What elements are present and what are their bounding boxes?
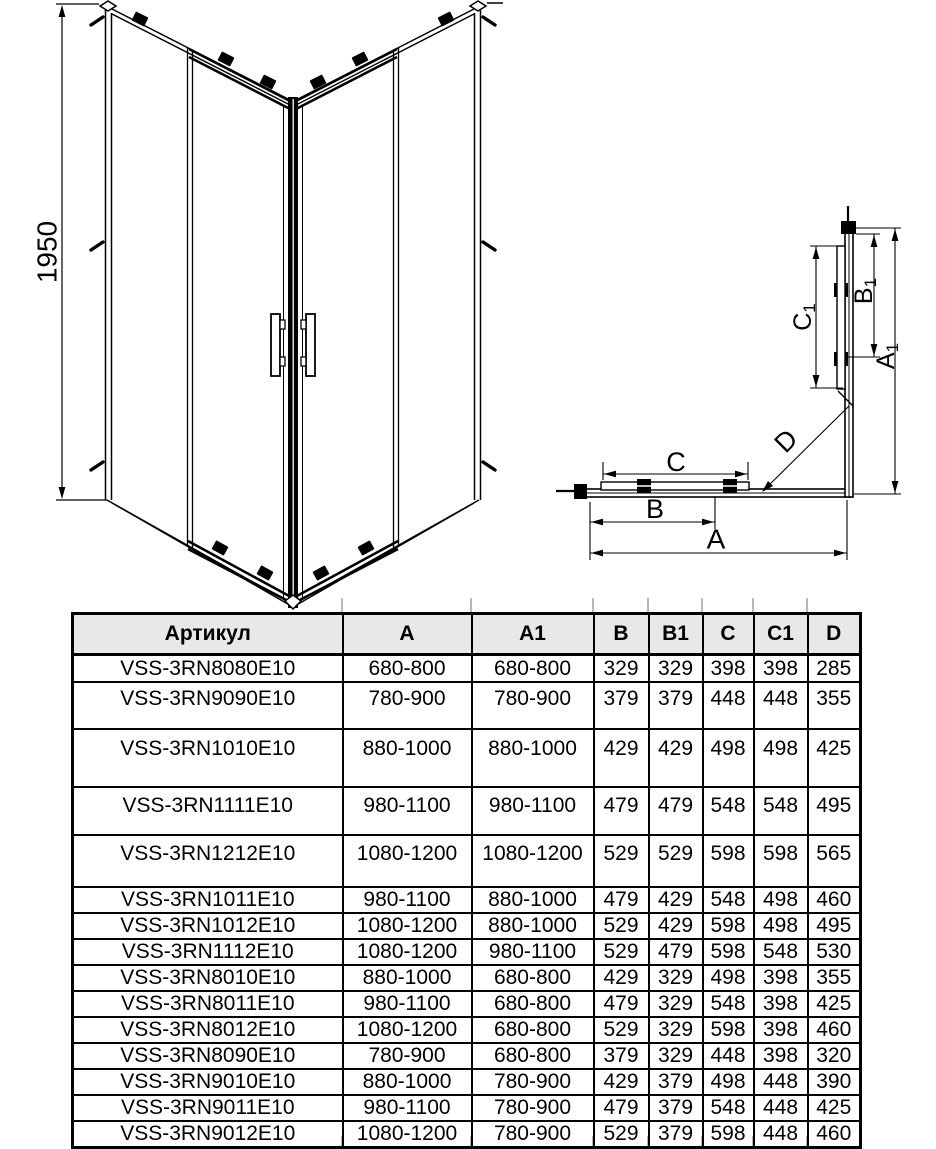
plan-door-panels bbox=[601, 246, 853, 493]
cell-b: 329 bbox=[594, 655, 649, 683]
cell-d: 320 bbox=[808, 1043, 861, 1069]
cell-c: 548 bbox=[703, 887, 754, 913]
right-door-handle bbox=[306, 314, 315, 376]
cell-c: 498 bbox=[703, 965, 754, 991]
cell-a: 880-1000 bbox=[343, 965, 472, 991]
cell-article: VSS-3RN1010E10 bbox=[73, 729, 343, 787]
cell-article: VSS-3RN8010E10 bbox=[73, 965, 343, 991]
cell-c: 548 bbox=[703, 991, 754, 1017]
wall-adjustment-ticks bbox=[91, 17, 103, 470]
table-row bbox=[73, 939, 861, 965]
cell-d: 460 bbox=[808, 1121, 861, 1148]
cell-b1: 329 bbox=[649, 1043, 703, 1069]
cell-c: 448 bbox=[703, 1043, 754, 1069]
table-header bbox=[73, 614, 861, 655]
cell-c1: 498 bbox=[754, 887, 808, 913]
cell-b1: 429 bbox=[649, 729, 703, 787]
column-header-a1: A1 bbox=[472, 614, 594, 655]
cell-b1: 529 bbox=[649, 835, 703, 887]
cell-article: VSS-3RN1212E10 bbox=[73, 835, 343, 887]
cell-d: 425 bbox=[808, 991, 861, 1017]
cell-a: 780-900 bbox=[343, 1043, 472, 1069]
cell-a: 780-900 bbox=[343, 682, 472, 729]
gridline-stub bbox=[647, 598, 649, 612]
cell-b1: 379 bbox=[649, 1095, 703, 1121]
cell-c: 498 bbox=[703, 729, 754, 787]
cell-d: 390 bbox=[808, 1069, 861, 1095]
cell-b1: 429 bbox=[649, 913, 703, 939]
cell-a: 880-1000 bbox=[343, 729, 472, 787]
cell-c: 598 bbox=[703, 939, 754, 965]
cell-c1: 448 bbox=[754, 1069, 808, 1095]
cell-d: 530 bbox=[808, 939, 861, 965]
table-row bbox=[73, 729, 861, 787]
cell-article: VSS-3RN1011E10 bbox=[73, 887, 343, 913]
column-header-b: B bbox=[594, 614, 649, 655]
cell-d: 355 bbox=[808, 682, 861, 729]
front-view-drawing bbox=[32, 1, 504, 609]
cell-c1: 498 bbox=[754, 729, 808, 787]
cell-d: 355 bbox=[808, 965, 861, 991]
dim-a-label: A bbox=[706, 523, 726, 555]
dim-b1-label: $B_1$ bbox=[850, 277, 880, 305]
table-row bbox=[73, 1069, 861, 1095]
cell-a1: 780-900 bbox=[472, 1069, 594, 1095]
cell-c1: 398 bbox=[754, 1043, 808, 1069]
cell-b1: 329 bbox=[649, 655, 703, 683]
dimension-c1 bbox=[789, 246, 843, 388]
cell-b: 529 bbox=[594, 1121, 649, 1148]
table-row bbox=[73, 835, 861, 887]
cell-b1: 379 bbox=[649, 1121, 703, 1148]
cell-a: 980-1100 bbox=[343, 887, 472, 913]
wall-adjustment-ticks bbox=[483, 17, 495, 470]
cell-a1: 680-800 bbox=[472, 965, 594, 991]
cell-a1: 1080-1200 bbox=[472, 835, 594, 887]
cell-a1: 980-1100 bbox=[472, 787, 594, 835]
cell-c: 498 bbox=[703, 1069, 754, 1095]
gridline-stub bbox=[701, 598, 703, 612]
cell-article: VSS-3RN8080E10 bbox=[73, 655, 343, 683]
cell-a1: 880-1000 bbox=[472, 729, 594, 787]
dim-a1-label: $A_1$ bbox=[872, 342, 902, 370]
dimension-c bbox=[603, 447, 748, 480]
cell-c1: 398 bbox=[754, 965, 808, 991]
gridline-stub bbox=[592, 598, 594, 612]
cell-article: VSS-3RN9011E10 bbox=[73, 1095, 343, 1121]
top-rails bbox=[112, 9, 474, 110]
cell-b: 379 bbox=[594, 682, 649, 729]
left-door-handle bbox=[271, 314, 280, 376]
table-row bbox=[73, 1017, 861, 1043]
gridline-stub bbox=[341, 598, 343, 612]
table-row bbox=[73, 887, 861, 913]
cell-a1: 680-800 bbox=[472, 991, 594, 1017]
cell-article: VSS-3RN8090E10 bbox=[73, 1043, 343, 1069]
cell-article: VSS-3RN9012E10 bbox=[73, 1121, 343, 1148]
cell-a1: 980-1100 bbox=[472, 939, 594, 965]
cell-c1: 548 bbox=[754, 939, 808, 965]
cell-c1: 498 bbox=[754, 913, 808, 939]
table-row bbox=[73, 787, 861, 835]
dim-c-label: C bbox=[666, 447, 686, 477]
cell-a: 680-800 bbox=[343, 655, 472, 683]
cell-c1: 398 bbox=[754, 1017, 808, 1043]
cell-b: 529 bbox=[594, 1017, 649, 1043]
cell-a1: 680-800 bbox=[472, 655, 594, 683]
cell-d: 285 bbox=[808, 655, 861, 683]
dimension-d bbox=[762, 406, 849, 492]
dim-d-label: D bbox=[768, 423, 804, 459]
cell-b: 379 bbox=[594, 1043, 649, 1069]
cell-d: 460 bbox=[808, 887, 861, 913]
table-row bbox=[73, 655, 861, 683]
cell-d: 565 bbox=[808, 835, 861, 887]
cell-c1: 548 bbox=[754, 787, 808, 835]
cell-c: 598 bbox=[703, 913, 754, 939]
right-wall-profile bbox=[470, 1, 503, 500]
column-header-c1: C1 bbox=[754, 614, 808, 655]
cell-article: VSS-3RN8012E10 bbox=[73, 1017, 343, 1043]
cell-a: 880-1000 bbox=[343, 1069, 472, 1095]
cell-c1: 448 bbox=[754, 1095, 808, 1121]
cell-b1: 479 bbox=[649, 939, 703, 965]
cell-a1: 780-900 bbox=[472, 1095, 594, 1121]
dimension-a1 bbox=[854, 228, 902, 494]
table-row bbox=[73, 682, 861, 729]
cell-article: VSS-3RN1111E10 bbox=[73, 787, 343, 835]
dimension-b bbox=[590, 494, 715, 560]
cell-article: VSS-3RN1012E10 bbox=[73, 913, 343, 939]
plan-wall-profiles bbox=[556, 206, 856, 499]
column-header-b1: B1 bbox=[649, 614, 703, 655]
table-row bbox=[73, 965, 861, 991]
table-row bbox=[73, 1095, 861, 1121]
cell-d: 495 bbox=[808, 787, 861, 835]
cell-a: 980-1100 bbox=[343, 991, 472, 1017]
cell-a: 1080-1200 bbox=[343, 1121, 472, 1148]
cell-c1: 598 bbox=[754, 835, 808, 887]
cell-c: 598 bbox=[703, 835, 754, 887]
cell-a1: 780-900 bbox=[472, 1121, 594, 1148]
cell-b1: 379 bbox=[649, 1069, 703, 1095]
cell-c1: 448 bbox=[754, 1121, 808, 1148]
cell-a: 1080-1200 bbox=[343, 1017, 472, 1043]
cell-c: 448 bbox=[703, 682, 754, 729]
cell-c: 398 bbox=[703, 655, 754, 683]
cell-b: 529 bbox=[594, 835, 649, 887]
cell-c1: 398 bbox=[754, 655, 808, 683]
cell-b: 429 bbox=[594, 729, 649, 787]
cell-d: 425 bbox=[808, 729, 861, 787]
cell-article: VSS-3RN9010E10 bbox=[73, 1069, 343, 1095]
cell-c: 598 bbox=[703, 1017, 754, 1043]
cell-article: VSS-3RN9090E10 bbox=[73, 682, 343, 729]
cell-a: 1080-1200 bbox=[343, 913, 472, 939]
cell-article: VSS-3RN8011E10 bbox=[73, 991, 343, 1017]
arrow-down-icon bbox=[59, 487, 66, 499]
arrow-up-icon bbox=[59, 5, 66, 17]
top-roller-clamps bbox=[131, 11, 454, 89]
cell-c1: 398 bbox=[754, 991, 808, 1017]
cell-b1: 329 bbox=[649, 991, 703, 1017]
cell-b1: 379 bbox=[649, 682, 703, 729]
plan-view-drawing bbox=[556, 206, 902, 560]
cell-a: 1080-1200 bbox=[343, 939, 472, 965]
cell-c1: 448 bbox=[754, 682, 808, 729]
cell-b: 429 bbox=[594, 1069, 649, 1095]
spec-table-body bbox=[73, 655, 861, 1148]
cell-b1: 429 bbox=[649, 887, 703, 913]
cell-c: 548 bbox=[703, 1095, 754, 1121]
cell-b: 479 bbox=[594, 1095, 649, 1121]
column-header-artikul: Артикул bbox=[73, 614, 343, 655]
cell-b: 529 bbox=[594, 913, 649, 939]
cell-b1: 329 bbox=[649, 965, 703, 991]
dim-c1-label: $C_1$ bbox=[789, 303, 819, 331]
column-header-a: A bbox=[343, 614, 472, 655]
dim-b-label: B bbox=[645, 494, 665, 524]
cell-b: 479 bbox=[594, 991, 649, 1017]
cell-a1: 780-900 bbox=[472, 682, 594, 729]
cell-b: 479 bbox=[594, 887, 649, 913]
table-header-row bbox=[73, 614, 861, 655]
table-row bbox=[73, 1121, 861, 1148]
column-header-d: D bbox=[808, 614, 861, 655]
gridline-stub bbox=[470, 598, 472, 612]
table-row bbox=[73, 1043, 861, 1069]
cell-b1: 479 bbox=[649, 787, 703, 835]
cell-b: 479 bbox=[594, 787, 649, 835]
cell-a: 980-1100 bbox=[343, 1095, 472, 1121]
gridline-stub bbox=[752, 598, 754, 612]
cell-b: 529 bbox=[594, 939, 649, 965]
height-dimension-1950 bbox=[32, 4, 108, 500]
cell-c: 548 bbox=[703, 787, 754, 835]
table-row bbox=[73, 913, 861, 939]
cell-a1: 680-800 bbox=[472, 1017, 594, 1043]
cell-b: 429 bbox=[594, 965, 649, 991]
table-row bbox=[73, 991, 861, 1017]
cell-d: 460 bbox=[808, 1017, 861, 1043]
cell-a: 1080-1200 bbox=[343, 835, 472, 887]
cell-article: VSS-3RN1112E10 bbox=[73, 939, 343, 965]
height-dimension-label: 1950 bbox=[31, 220, 63, 284]
column-header-c: C bbox=[703, 614, 754, 655]
cell-a1: 880-1000 bbox=[472, 887, 594, 913]
cell-d: 425 bbox=[808, 1095, 861, 1121]
gridline-stub bbox=[806, 598, 808, 612]
cell-a1: 880-1000 bbox=[472, 913, 594, 939]
cell-a: 980-1100 bbox=[343, 787, 472, 835]
spec-table bbox=[71, 612, 862, 1149]
cell-d: 495 bbox=[808, 913, 861, 939]
dimension-a bbox=[590, 500, 847, 560]
left-wall-profile bbox=[91, 1, 116, 500]
cell-b1: 329 bbox=[649, 1017, 703, 1043]
center-corner-post bbox=[288, 97, 298, 608]
cell-a1: 680-800 bbox=[472, 1043, 594, 1069]
cell-c: 598 bbox=[703, 1121, 754, 1148]
